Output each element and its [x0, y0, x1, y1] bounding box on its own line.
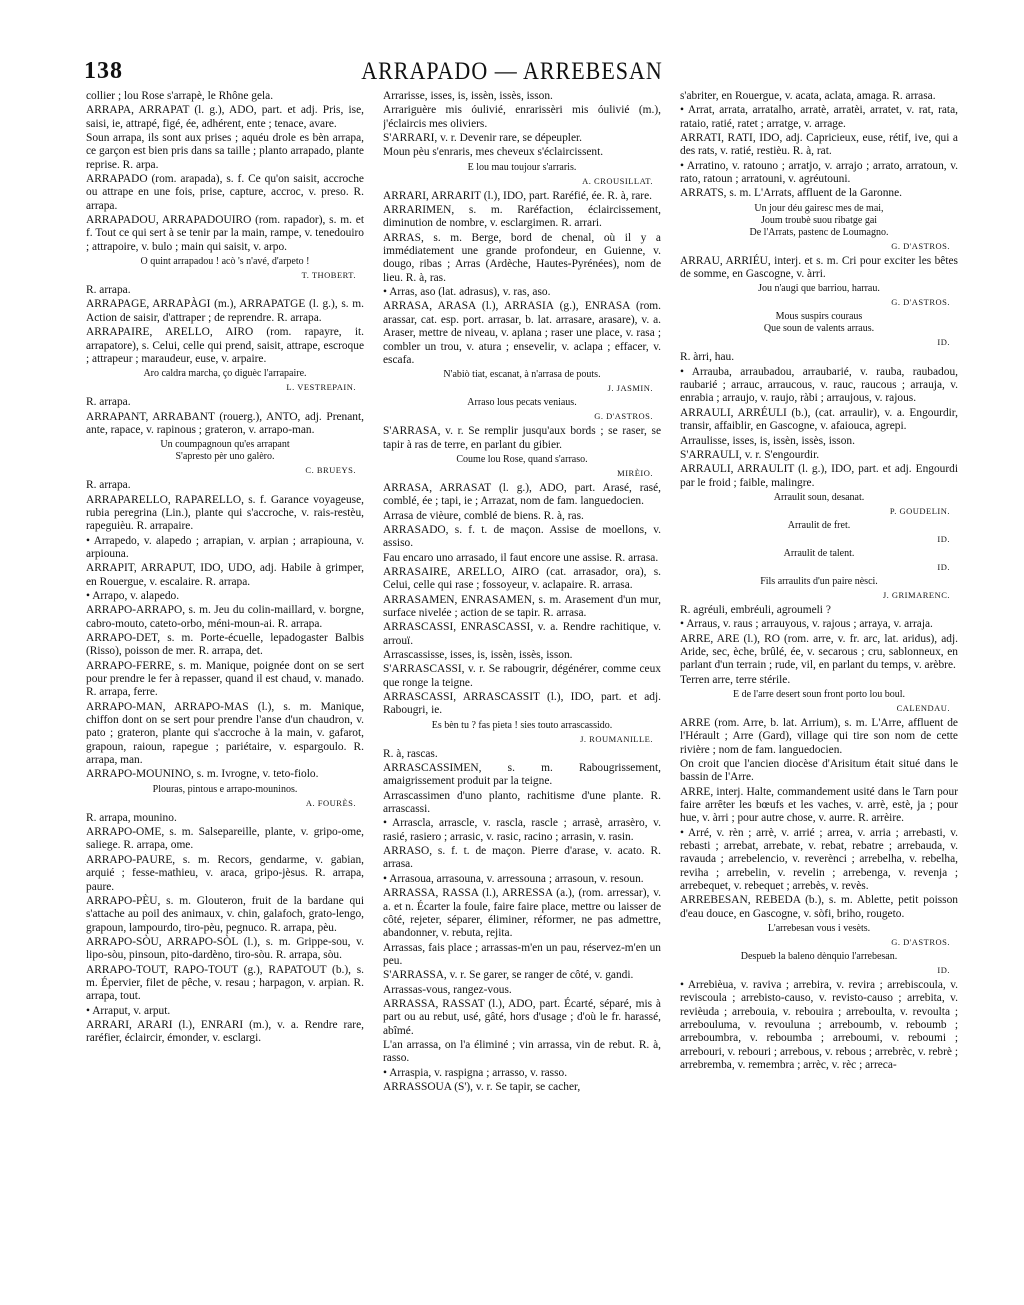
dictionary-entry: S'ARRASCASSI, v. r. Se rabougrir, dégénérer, comme ceux que ronge la teigne. — [383, 663, 661, 689]
quotation: Arraulit de fret. — [787, 519, 851, 531]
dictionary-entry: ARRE, ARE (l.), RO (rom. arre, v. fr. arc, lat. aridus), adj. Aride, sec, èche, brûlé, ée, v. secarous ; cru, sablonneux, en parlant d'un terrain ; rude, vil, en parlant du temps, v. arèbre. — [680, 632, 958, 672]
dictionary-entry: ARRAPAIRE, ARELLO, AIRO (rom. rapayre, it. arrapatore), s. Celui, celle qui prend, saisit, attrape, escroque ; attrapeur ; maraudeur, euse, v. arpaire. — [86, 326, 364, 365]
dictionary-entry: ARRE, interj. Halte, commandement usité dans le Tarn pour faire arrêter les bœufs et les vaches, v. arrè, estè, ja ; pour hue, v. àrri ; pour autre chose, v. aurre. R. arrèire. — [680, 785, 958, 825]
dictionary-entry: ARRAS, s. m. Berge, bord de chenal, où il y a immédiatement une grande profondeur, en Guienne, v. dougo, ribas ; Arras (Ardèche, Hautes-Pyrénées), nom de lieu. R. à, ras. — [383, 231, 661, 284]
quotation-attribution: MIRÈIO. — [617, 467, 653, 478]
quotation-attribution: A. CROUSILLAT. — [582, 175, 653, 186]
quotation: Arraso lous pecats veniaus. — [467, 397, 577, 409]
dictionary-entry: ARREBESAN, REBEDA (b.), s. m. Ablette, petit poisson d'eau douce, en Gascogne, v. sòfi, briho, rougeto. — [680, 894, 958, 920]
dictionary-entry: Arrariguère mis óulivié, enrarissèri mis óulivié (m.), j'éclaircis mes oliviers. — [383, 104, 661, 130]
dictionary-entry: ARRASAMEN, ENRASAMEN, s. m. Arasement d'un mur, surface nivelée ; action de se tapir. R. arrasa. — [383, 593, 661, 619]
quotation: Es bèn tu ? fas pieta ! sies touto arrascassido. — [431, 719, 613, 731]
dictionary-entry: • Arraput, v. arput. — [86, 1004, 171, 1017]
dictionary-entry: R. arrapa. — [86, 284, 131, 297]
dictionary-entry: Arrassas-vous, rangez-vous. — [383, 983, 512, 996]
quotation-attribution: J. GRIMARENC. — [882, 589, 950, 600]
column-left — [86, 90, 364, 1290]
dictionary-entry: ARRAULI, ARRAULIT (l. g.), IDO, part. et adj. Engourdi par le froid ; faible, malingre. — [680, 463, 958, 489]
dictionary-entry: • Arrapedo, v. alapedo ; arrapian, v. arpian ; arrapiouna, v. arpiouna. — [86, 534, 364, 560]
quotation: Fils arraulits d'un paire nèsci. — [760, 575, 878, 587]
dictionary-entry: S'ARRAULI, v. r. S'engourdir. — [680, 448, 820, 461]
quotation: Coume lou Rose, quand s'arraso. — [456, 453, 588, 465]
dictionary-entry: ARRARI, ARRARIT (l.), IDO, part. Raréfié, ée. R. à, rare. — [383, 189, 652, 202]
running-title: ARRAPADO — ARREBESAN — [361, 56, 663, 85]
dictionary-entry: ARRASO, s. f. t. de maçon. Pierre d'arase, v. acato. R. arrasa. — [383, 845, 661, 871]
dictionary-entry: ARRAPO-PAURE, s. m. Recors, gendarme, v. gabian, arquié ; fesse-mathieu, v. araca, gripo-jèsus. R. arrapa, paure. — [86, 853, 364, 893]
dictionary-entry: ARRAPIT, ARRAPUT, IDO, UDO, adj. Habile à grimper, en Rouergue, v. escalaire. R. arrapa. — [86, 562, 364, 588]
dictionary-entry: Moun pèu s'enraris, mes cheveux s'éclaircissent. — [383, 146, 604, 159]
dictionary-entry: ARRAULI, ARRÉULI (b.), (cat. arraulir), v. a. Engourdir, transir, affaiblir, en Gascogne, v. afaiouca, agrepi. — [680, 406, 958, 433]
dictionary-entry: • Arrasoua, arrasouna, v. arressouna ; arrasoun, v. resoun. — [383, 872, 644, 885]
quotation-attribution: ID. — [937, 965, 950, 976]
dictionary-entry: Arrasa de vièure, comblé de biens. R. à, ras. — [383, 509, 584, 522]
dictionary-entry: Arraulisse, isses, is, issèn, issès, isson. — [680, 434, 855, 447]
dictionary-entry: • Arrat, arrata, arratalho, arratè, arratèi, arratet, v. rat, rata, rataio, ratié, ratet ; arratge, v. arrage. — [680, 104, 958, 130]
quotation: Jou n'augi que barriou, harrau. — [758, 283, 880, 295]
dictionary-entry: ARRAPO-FERRE, s. m. Manique, poignée dont on se sert pour prendre le fer à repasser, quand il est chaud, v. manado. R. arrapa, ferre. — [86, 659, 364, 699]
dictionary-entry: s'abriter, en Rouergue, v. acata, aclata, amaga. R. arrasa. — [680, 90, 936, 102]
dictionary-entry: Arrascassimen d'uno planto, rachitisme d'une plante. R. arrascassi. — [383, 789, 661, 816]
dictionary-entry: ARRAPO-ARRAPO, s. m. Jeu du colin-maillard, v. borgne, cabro-mouto, cateto-orbo, méni-moun-ai. R. arrapa. — [86, 604, 364, 630]
quotation: E de l'arre desert soun front porto lou boul. — [732, 688, 906, 700]
dictionary-entry: ARRAPA, ARRAPAT (l. g.), ADO, part. et adj. Pris, ise, saisi, ie, attrapé, figé, ée, adhérent, ente ; tenace, avare. — [86, 104, 364, 130]
quotation: E lou mau toujour s'arraris. — [467, 161, 577, 173]
dictionary-entry: S'ARRARI, v. r. Devenir rare, se dépeupler. — [383, 132, 583, 145]
quotation-attribution: CALENDAU. — [896, 702, 950, 713]
dictionary-entry: • Arratino, v. ratouno ; arratjo, v. arrajo ; arrato, arratoun, v. rato, ratoun ; arratouni, v. agréutouni. — [680, 159, 958, 186]
dictionary-entry: S'ARRASSA, v. r. Se garer, se ranger de côté, v. gandi. — [383, 969, 634, 982]
dictionary-entry: L'an arrassa, on l'a éliminé ; vin arrassa, vin de rebut. R. à, rasso. — [383, 1038, 661, 1065]
quotation: L'arrebesan vous i vesèts. — [767, 923, 871, 935]
dictionary-entry: ARRASSA, RASSAT (l.), ADO, part. Écarté, séparé, mis à part ou au rebut, usé, gâté, hors d'usage ; d'où le fr. harassé, abîmé. — [383, 997, 661, 1037]
quotation-attribution: L. VESTREPAIN. — [286, 382, 356, 393]
dictionary-entry: ARRAPO-MOUNINO, s. m. Ivrogne, v. teto-fiolo. — [86, 768, 319, 781]
dictionary-entry: ARRAPAGE, ARRAPÀGI (m.), ARRAPATGE (l. g.), s. m. Action de saisir, d'attraper ; de reprendre. R. arrapa. — [86, 298, 364, 324]
quotation: Despueb la baleno dènquio l'arrebesan. — [740, 951, 898, 963]
dictionary-entry: Arrarisse, isses, is, issèn, issès, isson. — [383, 90, 553, 102]
quotation-attribution: P. GOUDELIN. — [889, 505, 950, 516]
quotation-attribution: J. JASMIN. — [607, 383, 653, 394]
quotation-attribution: J. ROUMANILLE. — [580, 733, 653, 744]
dictionary-entry: ARRASA, ARASA (l.), ARRASIA (g.), ENRASA (rom. arassar, cat. esp. port. arrasar, b. lat. arrasare, arasare), v. a. Araser, mettre de niveau, v. aplana ; raser une place, v. rasa ; combler un trou, v. atura ; ensevelir, v. aclapa ; effacer, v. escafa. — [383, 300, 661, 366]
quotation-attribution: ID. — [937, 561, 950, 572]
dictionary-entry: ARRAU, ARRIÉU, interj. et s. m. Cri pour exciter les bêtes de somme, en Gascogne, v. àrri. — [680, 254, 958, 281]
quotation-attribution: ID. — [937, 533, 950, 544]
quotation: Arraulit soun, desanat. — [773, 491, 865, 503]
dictionary-entry: R. à, rascas. — [383, 747, 438, 760]
dictionary-entry: • Arraspia, v. raspigna ; arrasso, v. rasso. — [383, 1066, 568, 1079]
dictionary-entry: ARRATI, RATI, IDO, adj. Capricieux, euse, rétif, ive, qui a des rats, v. ratié, restièu. R. à, rat. — [680, 132, 958, 158]
quotation-attribution: G. D'ASTROS. — [891, 240, 950, 251]
quotation: Aro caldra marcha, ço diguèc l'arrapaire. — [143, 368, 307, 380]
dictionary-entry: • Arrapo, v. alapedo. — [86, 589, 180, 602]
dictionary-entry: ARRAPO-TOUT, RAPO-TOUT (g.), RAPATOUT (b.), s. m. Épervier, filet de pêche, v. resau ; harpagon, v. arpian. R. arrapa, tout. — [86, 963, 364, 1003]
dictionary-entry: ARRASSA, RASSA (l.), ARRESSA (a.), (rom. arressar), v. a. et n. Écarter la foule, faire faire place, mettre ou laisser de côté, rejeter, séparer, éliminer, réformer, ne pas admettre, abandonner, v. rebuta, rejita. — [383, 887, 661, 940]
dictionary-entry: • Arrebièua, v. raviva ; arrebira, v. revira ; arrebiscoula, v. reviscoula ; arrebisto-causo, v. revisto-causo ; arrebita, v. revièuda ; arrebouia, v. rebouira ; arreboulta, v. revoulta ; arrebouluma, v. revouluna ; arreboumb, v. reboumb ; arreboumbra, v. reboumba ; arreboumi, v. reboumi ; arrebouri, v. rebouri ; arrebous, v. rebous ; arrebrèc, v. rebrè ; arrebremba, v. remembra ; arrèc, v. rèc ; arreca- — [680, 979, 958, 1072]
dictionary-entry: collier ; lou Rose s'arrapè, le Rhône gela. — [86, 90, 274, 102]
text-columns — [86, 90, 958, 1290]
dictionary-entry: ARRAPADOU, ARRAPADOUIRO (rom. rapador), s. m. et f. Tout ce qui sert à se tenir par la main, rampe, v. tenedouiro ; attrapoire, v. bulo ; main qui saisit, v. arpo. — [86, 214, 364, 253]
dictionary-entry: ARRARI, ARARI (l.), ENRARI (m.), v. a. Rendre rare, raréfier, éclaircir, émonder, v. esclargi. — [86, 1018, 364, 1045]
dictionary-entry: Soun arrapa, ils sont aux prises ; aquéu drole es bèn arrapa, ce garçon est bien pris dans sa taille ; planto arrapado, plante reprise. R. arpa. — [86, 132, 364, 171]
quotation-attribution: ID. — [937, 337, 950, 348]
dictionary-entry: R. arrapa. — [86, 396, 131, 409]
dictionary-entry: ARRASSOUA (S'), v. r. Se tapir, se cacher, — [383, 1080, 581, 1093]
column-right — [680, 90, 958, 1290]
dictionary-entry: ARRASADO, s. f. t. de maçon. Assise de moellons, v. assiso. — [383, 523, 661, 550]
quotation: O quint arrapadou ! acò 's n'avé, d'arpeto ! — [140, 256, 310, 268]
dictionary-entry: • Arras, aso (lat. adrasus), v. ras, aso. — [383, 286, 551, 299]
quotation: Un coumpagnoun qu'es arrapant S'apresto pèr uno galèro. — [160, 439, 290, 463]
dictionary-entry: ARRAPO-DET, s. m. Porte-écuelle, lepadogaster Balbis (Risso), poisson de mer. R. arrapa, det. — [86, 632, 364, 658]
dictionary-entry: ARRAPO-SÒU, ARRAPO-SÒL (l.), s. m. Grippe-sou, v. lipo-sòu, pinsoun, pito-dardèno, tiro-sòu. R. arrapa, sòu. — [86, 935, 364, 962]
quotation-attribution: T. THOBERT. — [301, 270, 356, 281]
column-middle — [383, 90, 661, 1290]
quotation-attribution: G. D'ASTROS. — [594, 411, 653, 422]
dictionary-entry: • Arrascla, arrascle, v. rascla, rascle ; arrasè, arrasèro, v. rasié, rasiero ; arrasic, v. rasic, racino ; arrasin, v. rasin. — [383, 817, 661, 843]
page-number: 138 — [84, 58, 123, 84]
dictionary-entry: ARRASCASSI, ENRASCASSI, v. a. Rendre rachitique, v. arrouï. — [383, 621, 661, 647]
dictionary-entry: ARRAPADO (rom. arapada), s. f. Ce qu'on saisit, accroche ou attrape en une fois, prise, capture, accroc, v. preso. R. arrapa. — [86, 173, 364, 212]
dictionary-entry: On croit que l'ancien diocèse d'Arisitum était situé dans le bassin de l'Arre. — [680, 757, 958, 784]
quotation: Un jour déu gairesc mes de mai, Joum troubè suou ribatge gai De l'Arrats, pastenc de Loumagno. — [749, 202, 889, 238]
dictionary-entry: ARRASAIRE, ARELLO, AIRO (cat. arrasador, ora), s. Celui, celle qui rase ; fossoyeur, v. aclapaire. R. arrasa. — [383, 565, 661, 592]
quotation-attribution: C. BRUEYS. — [305, 465, 356, 476]
dictionary-entry: ARRAPO-PÈU, s. m. Glouteron, fruit de la bardane qui s'attache au poil des animaux, v. chin, galafoch, grato-lengo, grapoun, lampourdo, tiro-pèu, pegnuco. R. arrapa, pèu. — [86, 894, 364, 934]
dictionary-entry: Terren arre, terre stérile. — [680, 673, 791, 686]
dictionary-entry: ARRASA, ARRASAT (l. g.), ADO, part. Arasé, rasé, comblé, ée ; tapi, ie ; Arrazat, nom de fam. languedocien. — [383, 481, 661, 508]
quotation: Arraulit de talent. — [783, 547, 855, 559]
dictionary-entry: ARRASCASSIMEN, s. m. Rabougrissement, amaigrissement produit par la teigne. — [383, 762, 661, 788]
dictionary-entry: ARRARIMEN, s. m. Raréfaction, éclaircissement, diminution de nombre, v. esclargimen. R. arrari. — [383, 204, 661, 230]
quotation: Plouras, pintous e arrapo-mouninos. — [152, 783, 298, 795]
dictionary-entry: Arrascassisse, isses, is, issèn, issès, isson. — [383, 649, 573, 661]
dictionary-entry: R. àrri, hau. — [680, 351, 735, 364]
dictionary-entry: ARRAPO-MAN, ARRAPO-MAS (l.), s. m. Manique, chiffon dont on se sert pour prendre l'anse d'un chaudron, v. pato ; grateron, plante qui s'accroche à la main, v. gafarot, grapoun, raioun, rapegue ; pariétaire, v. espargoulo. R. arrapa, man. — [86, 700, 364, 767]
dictionary-entry: R. agréuli, embréuli, agroumeli ? — [680, 603, 831, 616]
quotation: Mous suspirs couraus Que soun de valents arraus. — [763, 311, 875, 335]
quotation-attribution: G. D'ASTROS. — [891, 937, 950, 948]
dictionary-entry: ARRE (rom. Arre, b. lat. Arrium), s. m. L'Arre, affluent de l'Hérault ; Arre (Gard), village qui tire son nom de cette rivière ; nom de fam. languedocien. — [680, 716, 958, 756]
quotation-attribution: G. D'ASTROS. — [891, 297, 950, 308]
dictionary-entry: • Arré, v. rèn ; arrè, v. arrié ; arrea, v. arria ; arrebasti, v. rebasti ; arrebat, arrebate, v. rebat, rebatre ; arrebauda, v. ravauda ; arrebelencio, v. reverènci ; arrebelha, v. rebelha, reviha ; arrebelin, v. revelin ; arrebenga, v. revenja ; arrebequet, v. rebequet ; arrebès, v. revès. — [680, 826, 958, 893]
dictionary-entry: • Arrauba, arraubadou, arraubarié, v. rauba, raubadou, raubarié ; arrauc, arraucous, v. rauc, raucous ; arrauja, v. enrabia ; arraujo, v. raujo, ràbi ; arraujous, v. rajous. — [680, 365, 958, 405]
dictionary-entry: ARRAPANT, ARRABANT (rouerg.), ANTO, adj. Prenant, ante, rapace, v. rapinous ; grateron, v. arrapo-man. — [86, 410, 364, 436]
dictionary-entry: ARRASCASSI, ARRASCASSIT (l.), IDO, part. et adj. Rabougri, ie. — [383, 691, 661, 717]
dictionary-entry: ARRAPO-OME, s. m. Salsepareille, plante, v. gripo-ome, saliege. R. arrapa, ome. — [86, 826, 364, 852]
dictionary-entry: Arrassas, fais place ; arrassas-m'en un pau, réservez-m'en un peu. — [383, 941, 661, 967]
dictionary-entry: R. arrapa. — [86, 479, 131, 492]
dictionary-entry: ARRATS, s. m. L'Arrats, affluent de la Garonne. — [680, 187, 903, 200]
dictionary-entry: S'ARRASA, v. r. Se remplir jusqu'aux bords ; se raser, se tapir à ras de terre, en parlant du gibier. — [383, 425, 661, 451]
dictionary-entry: ARRAPARELLO, RAPARELLO, s. f. Garance voyageuse, rubia peregrina (Lin.), plante qui s'accroche, v. rais-restèu, rapeguièu. R. arrapaire. — [86, 493, 364, 533]
quotation-attribution: A. FOURÈS. — [305, 797, 356, 808]
dictionary-entry: Fau encaro uno arrasado, il faut encore une assise. R. arrasa. — [383, 551, 659, 564]
quotation: N'abiò tiat, escanat, à n'arrasa de pouts. — [443, 369, 601, 381]
dictionary-entry: R. arrapa, mounino. — [86, 811, 177, 824]
dictionary-entry: • Arraus, v. raus ; arrauyous, v. rajous ; arraya, v. arraja. — [680, 618, 933, 631]
page-header — [84, 58, 940, 88]
